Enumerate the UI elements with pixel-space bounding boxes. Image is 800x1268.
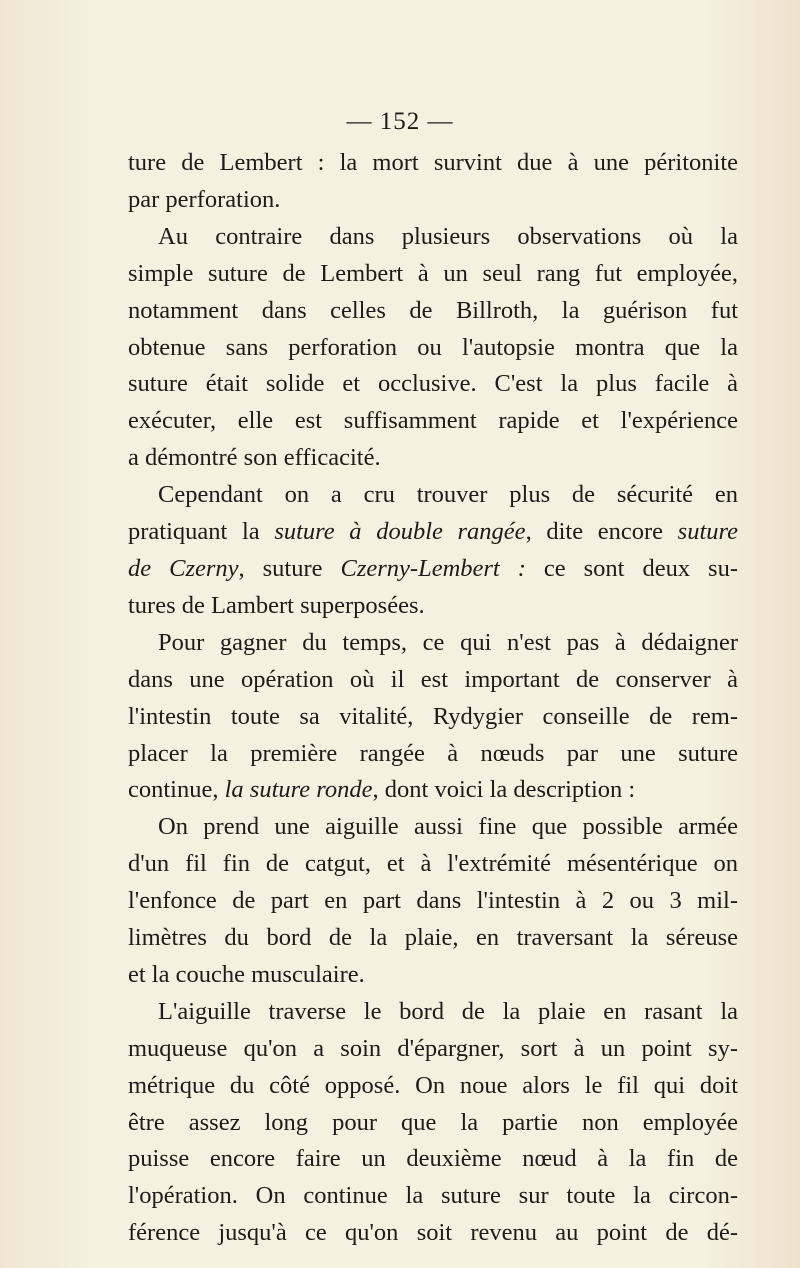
text-run: simple suture de Lembert à un seul rang fut employée, [128,259,738,287]
text-line [128,366,738,403]
text-run: tures de Lambert superposées. [128,591,425,619]
italic-term: Czerny-Lembert : [340,554,526,582]
text-run: suture était solide et occlusive. C'est la plus facile à [128,370,738,398]
text-run: ture de Lembert : la mort survint due à une péritonite [128,149,738,176]
text-run: l'enfonce de part en part dans l'intestin à 2 ou 3 mil- [128,887,738,915]
text-line [128,256,738,293]
italic-term: de Czerny [128,554,239,582]
text-line [128,551,738,588]
text-line [128,883,738,920]
italic-term: suture [677,518,738,546]
text-run: Au contraire dans plusieurs observations où la [158,222,738,250]
text-run: Cependant on a cru trouver plus de sécurité en [158,481,738,509]
text-line [128,625,738,662]
text-line [128,588,738,625]
text-line [128,1141,738,1178]
text-line [128,403,738,440]
text-run: obtenue sans perforation ou l'autopsie montra que la [128,333,738,361]
text-line [128,994,738,1031]
text-line [128,182,738,219]
text-run: continue, [128,776,225,804]
text-run: puisse encore faire un deuxième nœud à la fin de [128,1145,738,1173]
text-run: , suture [238,554,341,582]
text-run: , dite encore [525,518,678,546]
text-run: férence jusqu'à ce qu'on soit revenu au point de dé- [128,1219,738,1247]
text-run: placer la première rangée à nœuds par une suture [128,739,738,767]
text-line [128,809,738,846]
text-run: L'aiguille traverse le bord de la plaie en rasant la [158,997,738,1025]
text-run: dans une opération où il est important de conserver à [128,665,738,693]
text-line [128,1068,738,1105]
text-run: a démontré son efficacité. [128,444,381,472]
text-line [128,772,738,809]
text-run: et la couche musculaire. [128,960,365,988]
text-line [128,477,738,514]
text-run: métrique du côté opposé. On noue alors le fil qui doit [128,1071,738,1099]
text-run: notamment dans celles de Billroth, la guérison fut [128,296,738,324]
text-line [128,145,738,182]
text-line [128,920,738,957]
text-run: On prend une aiguille aussi fine que possible armée [158,813,738,841]
text-run: l'opération. On continue la suture sur toute la circon- [128,1182,738,1210]
text-run: , dont voici la description : [372,776,636,804]
text-line [128,293,738,330]
text-run: Pour gagner du temps, ce qui n'est pas à dédaigner [158,628,738,656]
text-line [128,514,738,551]
text-line [128,699,738,736]
text-run: ce sont deux su- [525,554,738,582]
text-line [128,1105,738,1142]
page-number: — 152 — [346,108,454,135]
text-line [128,1215,738,1252]
text-run: pratiquant la [128,518,275,546]
text-run: par perforation. [128,185,281,213]
body-text [128,145,738,1252]
text-line [128,219,738,256]
text-line [128,846,738,883]
text-run: d'un fil fin de catgut, et à l'extrémité mésentérique on [128,850,738,878]
text-run: être assez long pour que la partie non employée [128,1108,738,1136]
text-line [128,1178,738,1215]
text-line [128,1031,738,1068]
text-line [128,736,738,773]
italic-term: suture à double rangée [274,518,526,546]
text-run: l'intestin toute sa vitalité, Rydygier conseille de rem- [128,702,738,730]
text-line [128,957,738,994]
text-line [128,330,738,367]
text-line [128,662,738,699]
text-run: limètres du bord de la plaie, en traversant la séreuse [128,924,738,952]
italic-term: la suture ronde [224,776,373,804]
text-run: exécuter, elle est suffisamment rapide et l'expérience [128,407,738,435]
text-run: muqueuse qu'on a soin d'épargner, sort à un point sy- [128,1034,738,1062]
text-line [128,440,738,477]
